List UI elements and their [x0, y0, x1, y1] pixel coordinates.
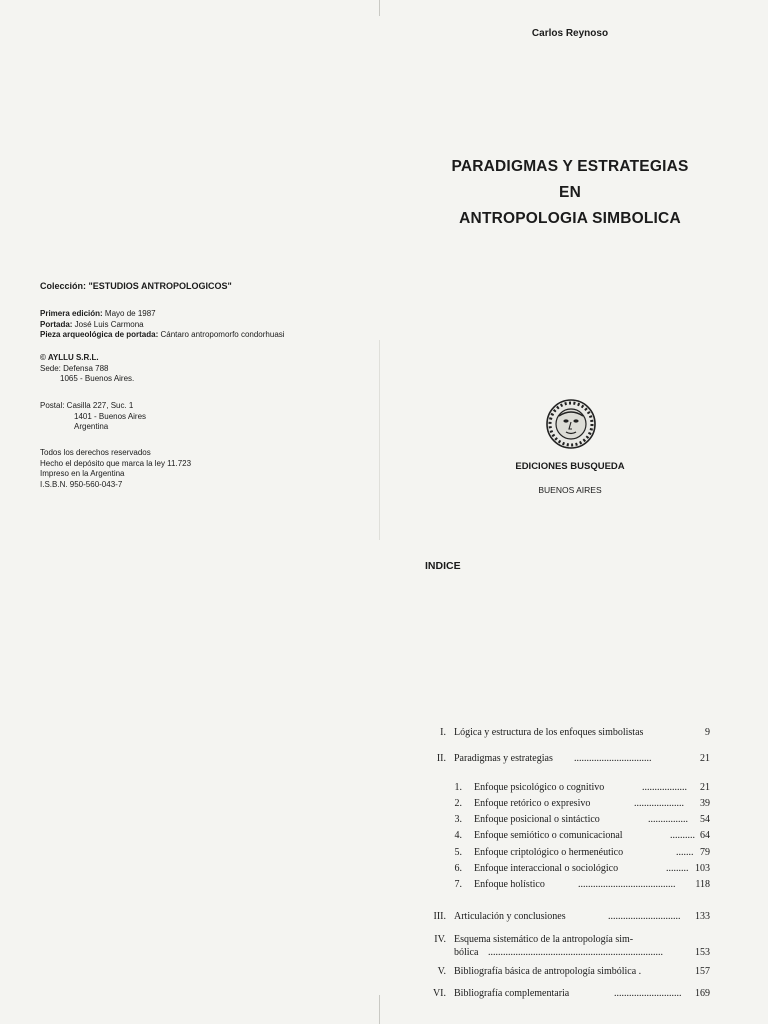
entry-number: 1.	[454, 782, 462, 793]
postal-address-block	[40, 401, 370, 433]
entry-page: 54	[700, 814, 710, 825]
entry-page: 39	[700, 798, 710, 809]
entry-number: I.	[440, 727, 446, 738]
credit-line	[40, 320, 370, 331]
credit-label: Portada:	[40, 319, 73, 329]
postal-line-3: Argentina	[74, 422, 109, 431]
entry-label: Esquema sistemático de la antropología sim-	[454, 934, 634, 945]
entry-label: Enfoque holístico	[474, 879, 545, 890]
rights-line: Hecho el depósito que marca la ley 11.723	[40, 458, 192, 468]
credit-line	[40, 309, 370, 320]
credit-label: Pieza arqueológica de portada:	[40, 330, 159, 339]
entry-number: 5.	[454, 847, 462, 858]
sun-face-emblem-icon	[545, 398, 597, 450]
fold-mark-top	[379, 0, 380, 16]
entry-number: IV.	[434, 934, 446, 945]
credit-line	[40, 330, 370, 341]
entry-page: 79	[700, 847, 710, 858]
entry-label: Articulación y conclusiones	[454, 911, 566, 922]
book-title	[410, 154, 730, 232]
entry-label: Lógica y estructura de los enfoques simbolistas	[454, 727, 644, 738]
collection-name: Colección: "ESTUDIOS ANTROPOLOGICOS"	[40, 281, 232, 291]
index-heading: INDICE	[425, 560, 461, 572]
postal-line-1: Postal: Casilla 227, Suc. 1	[40, 401, 134, 410]
isbn-line: I.S.B.N. 950-560-043-7	[40, 479, 123, 489]
entry-label: Enfoque interaccional o sociológico	[474, 863, 619, 874]
entry-page: 118	[695, 879, 710, 890]
credit-value: José Luis Carmona	[72, 319, 144, 329]
credits-block	[40, 309, 370, 341]
title-line-1: PARADIGMAS Y ESTRATEGIAS	[451, 158, 689, 175]
copyright-holder: © AYLLU S.R.L.	[40, 353, 99, 362]
entry-number: 4.	[454, 830, 462, 841]
entry-number: II.	[436, 753, 446, 764]
postal-line-2: 1401 - Buenos Aires	[74, 411, 147, 421]
entry-number: 6.	[454, 863, 462, 874]
entry-number: 7.	[454, 879, 462, 890]
entry-label-continued: bólica	[454, 947, 479, 958]
publisher-name: EDICIONES BUSQUEDA	[515, 461, 625, 472]
entry-page: 103	[695, 863, 710, 874]
entry-label: Paradigmas y estrategias	[454, 753, 553, 764]
entry-number: 3.	[454, 814, 462, 825]
entry-label: Enfoque criptológico o hermenéutico	[474, 847, 624, 858]
entry-number: VI.	[432, 988, 446, 999]
fold-mark-bottom	[379, 995, 380, 1024]
entry-page: 133	[695, 911, 710, 922]
credit-value: Mayo de 1987	[102, 309, 156, 318]
rights-block	[40, 448, 370, 490]
entry-number: 2.	[454, 798, 462, 809]
entry-label: Enfoque retórico o expresivo	[474, 798, 591, 809]
sede-line: Sede: Defensa 788	[40, 363, 109, 373]
entry-number: V.	[437, 966, 446, 977]
entry-page: 21	[700, 753, 710, 764]
gutter-line	[379, 340, 380, 540]
title-line-3: ANTROPOLOGIA SIMBOLICA	[459, 210, 681, 227]
entry-label: Bibliografía básica de antropología simbólica .	[454, 966, 642, 977]
credit-value: Cántaro antropomorfo condorhuasi	[158, 330, 285, 339]
author-name: Carlos Reynoso	[531, 28, 609, 39]
entry-label: Enfoque semiótico o comunicacional	[474, 830, 623, 841]
sede-city-line: 1065 - Buenos Aires.	[60, 374, 135, 383]
entry-page: 169	[695, 988, 710, 999]
entry-page: 157	[695, 966, 710, 977]
entry-page: 21	[700, 782, 710, 793]
publisher-address-block	[40, 353, 370, 385]
entry-page: 153	[695, 947, 710, 958]
title-line-2: EN	[559, 184, 581, 201]
credit-label: Primera edición:	[40, 309, 103, 318]
entry-label: Enfoque posicional o sintáctico	[474, 814, 600, 825]
publisher-city: BUENOS AIRES	[538, 485, 602, 495]
entry-label: Bibliografía complementaria	[454, 988, 570, 999]
entry-page: 64	[700, 830, 710, 841]
rights-line: Todos los derechos reservados	[40, 448, 151, 457]
rights-line: Impreso en la Argentina	[40, 469, 125, 478]
entry-number: III.	[433, 911, 446, 922]
entry-page: 9	[705, 727, 710, 738]
entry-label: Enfoque psicológico o cognitivo	[474, 782, 605, 793]
